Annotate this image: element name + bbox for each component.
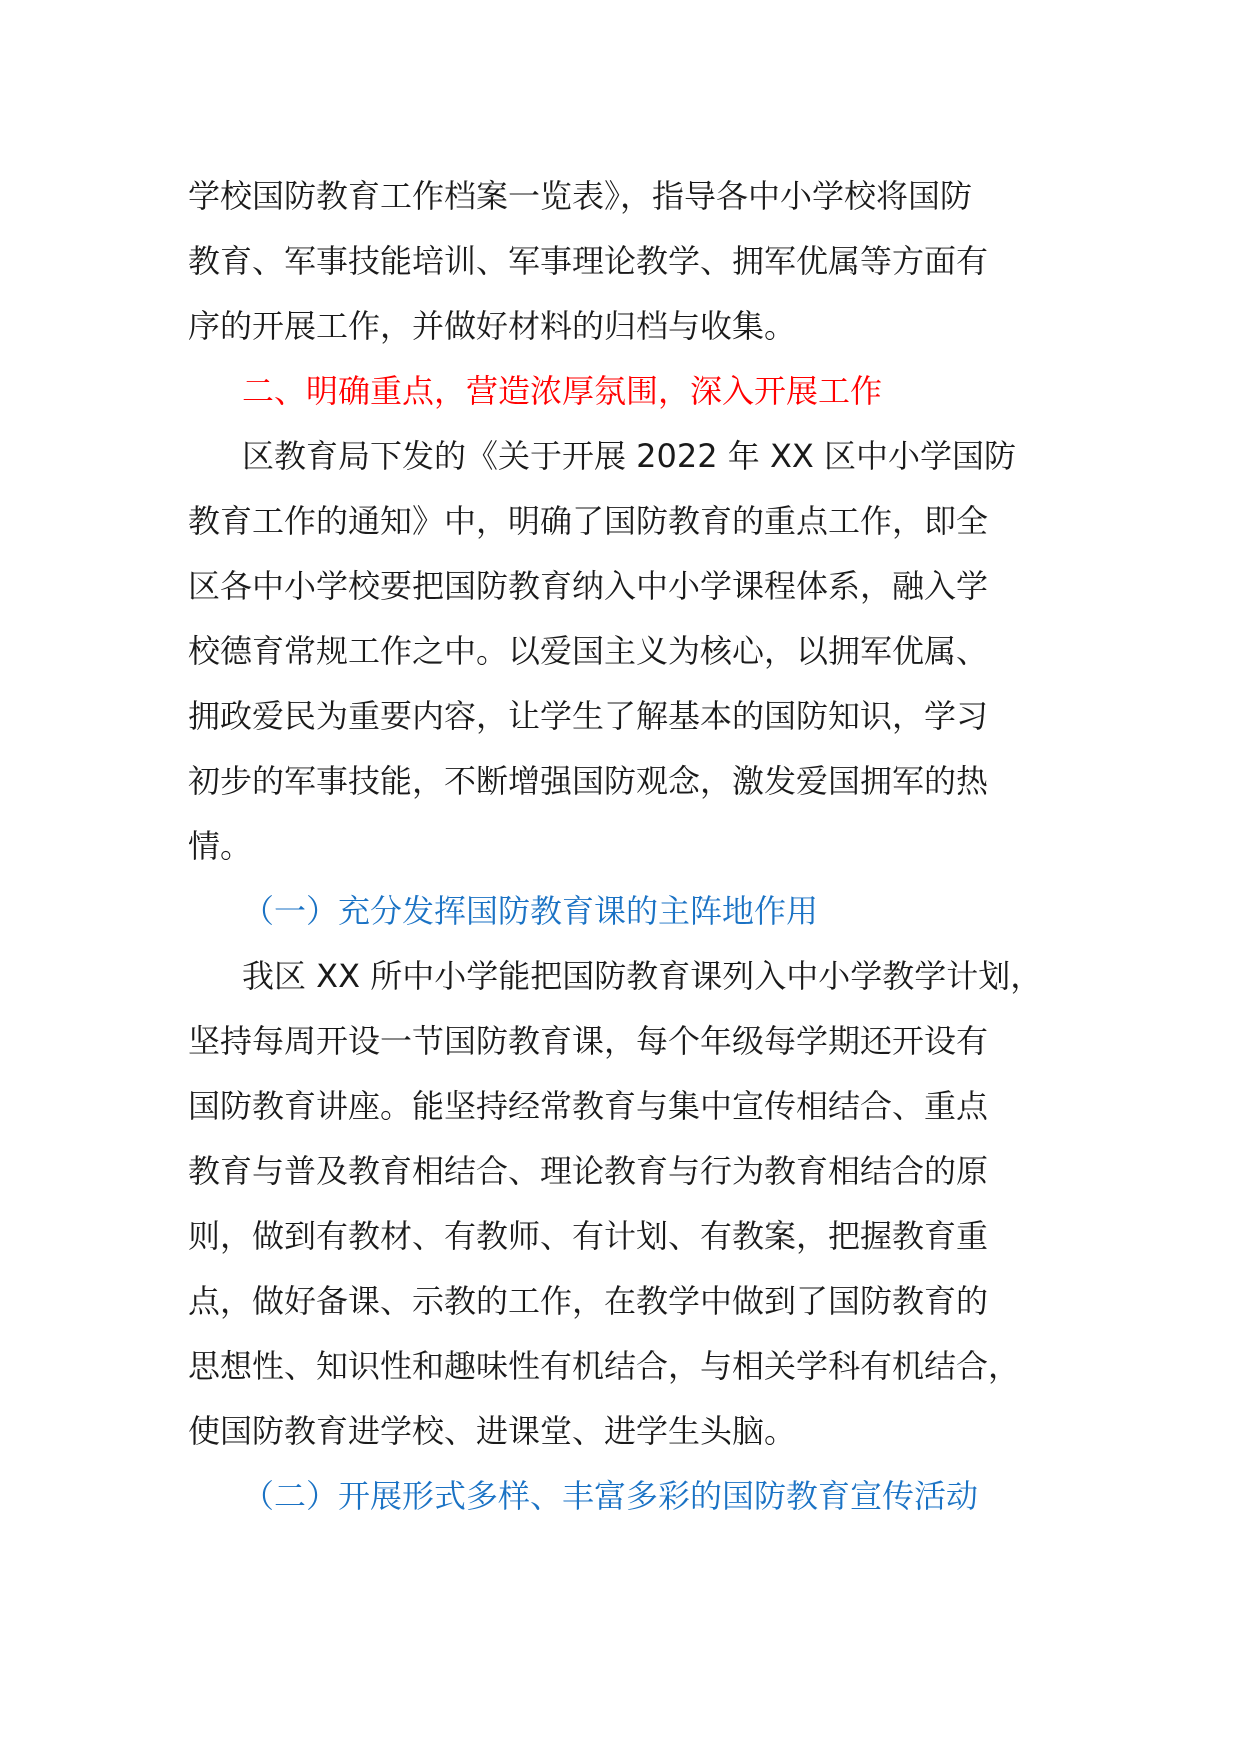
text-line: 校德育常规工作之中。以爱国主义为核心，以拥军优属、	[188, 632, 989, 670]
paragraph-continued	[188, 164, 1068, 359]
text-line: 教育工作的通知》中，明确了国防教育的重点工作，即全	[188, 502, 989, 540]
subsection-heading	[188, 1464, 1068, 1529]
section-heading	[188, 359, 1068, 424]
text-line: 国防教育讲座。能坚持经常教育与集中宣传相结合、重点	[188, 1087, 989, 1125]
text-line: 点，做好备课、示教的工作，在教学中做到了国防教育的	[188, 1282, 989, 1320]
text-line: 教育、军事技能培训、军事理论教学、拥军优属等方面有	[188, 242, 989, 280]
text-line: 情。	[188, 827, 253, 865]
subsection-heading	[188, 879, 1068, 944]
text-line: 教育与普及教育相结合、理论教育与行为教育相结合的原	[188, 1152, 989, 1190]
subsection-heading-text: （一）充分发挥国防教育课的主阵地作用	[242, 892, 819, 930]
text-line: 学校国防教育工作档案一览表》，指导各中小学校将国防	[188, 177, 973, 215]
text-line: 区教育局下发的《关于开展 2022 年 XX 区中小学国防	[242, 437, 1016, 475]
text-line: 则，做到有教材、有教师、有计划、有教案，把握教育重	[188, 1217, 989, 1255]
text-line: 初步的军事技能，不断增强国防观念，激发爱国拥军的热	[188, 762, 989, 800]
text-line: 拥政爱民为重要内容，让学生了解基本的国防知识，学习	[188, 697, 989, 735]
text-line: 使国防教育进学校、进课堂、进学生头脑。	[188, 1412, 797, 1450]
text-line: 区各中小学校要把国防教育纳入中小学课程体系，融入学	[188, 567, 989, 605]
paragraph	[188, 944, 1068, 1464]
text-line: 坚持每周开设一节国防教育课，每个年级每学期还开设有	[188, 1022, 989, 1060]
text-line: 我区 XX 所中小学能把国防教育课列入中小学教学计划，	[242, 957, 1043, 995]
section-heading-text: 二、明确重点，营造浓厚氛围，深入开展工作	[242, 372, 883, 410]
document-page	[188, 164, 1068, 1529]
paragraph	[188, 424, 1068, 879]
subsection-heading-text: （二）开展形式多样、丰富多彩的国防教育宣传活动	[242, 1477, 979, 1515]
text-line: 序的开展工作，并做好材料的归档与收集。	[188, 307, 797, 345]
text-line: 思想性、知识性和趣味性有机结合，与相关学科有机结合，	[188, 1347, 1021, 1385]
